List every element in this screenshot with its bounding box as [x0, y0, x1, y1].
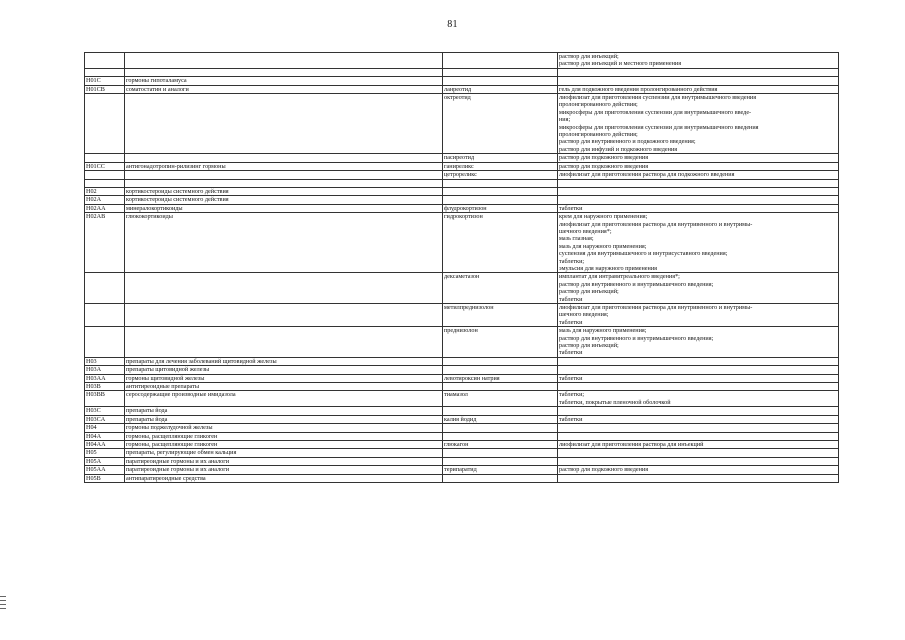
- table-row: [85, 213, 839, 273]
- drug-name-cell: калия йодид: [443, 415, 558, 423]
- drug-name-cell: [443, 196, 558, 204]
- drug-name-cell: [443, 457, 558, 465]
- group-name-cell: [125, 327, 443, 358]
- group-name-cell: гормоны гипоталамуса: [125, 77, 443, 85]
- dosage-form-line: лиофилизат для приготовления раствора для внутривенного и внутримы-: [559, 220, 753, 228]
- drug-name-cell: ланреотид: [443, 85, 558, 93]
- dosage-forms-cell: [558, 187, 839, 195]
- drug-name-cell: терипаратид: [443, 466, 558, 474]
- dosage-form-line: [559, 407, 837, 414]
- table-row: [85, 366, 839, 374]
- drug-name-cell: цетрореликс: [443, 171, 558, 179]
- table-row: [85, 179, 839, 187]
- table-row: [85, 77, 839, 85]
- dosage-form-line: раствор для внутривенного и внутримышечного введения;: [559, 280, 714, 288]
- dosage-forms-cell: [558, 273, 839, 304]
- dosage-forms-cell: [558, 366, 839, 374]
- atc-code-cell: H02A: [85, 196, 125, 204]
- dosage-form-line: раствор для подкожного введения: [559, 154, 649, 162]
- dosage-form-line: гель для подкожного введения пролонгированного действия: [559, 85, 718, 93]
- dosage-form-line: мазь глазная;: [559, 235, 594, 243]
- table-row: [85, 440, 839, 448]
- atc-code-cell: H04AA: [85, 440, 125, 448]
- atc-code-cell: H03: [85, 357, 125, 365]
- dosage-form-line: микросферы для приготовления суспензии для внутримышечного введения: [559, 123, 759, 131]
- dosage-forms-cell: [558, 204, 839, 212]
- atc-code-cell: H03B: [85, 383, 125, 391]
- table-row: [85, 407, 839, 415]
- drug-name-cell: [443, 68, 558, 76]
- atc-code-cell: H05B: [85, 474, 125, 482]
- group-name-cell: препараты, регулирующие обмен кальция: [125, 449, 443, 457]
- dosage-form-line: микросферы для приготовления суспензии для внутримышечного введе-: [559, 108, 752, 116]
- dosage-forms-cell: [558, 171, 839, 179]
- dosage-form-line: лиофилизат для приготовления раствора для инъекций: [559, 440, 704, 448]
- dosage-form-line: лиофилизат для приготовления раствора для подкожного введения: [559, 171, 735, 179]
- group-name-cell: паратиреоидные гормоны и их аналоги: [125, 466, 443, 474]
- atc-code-cell: H04A: [85, 432, 125, 440]
- table-row: [85, 85, 839, 93]
- atc-code-cell: H03CA: [85, 415, 125, 423]
- dosage-forms-cell: [558, 213, 839, 273]
- table-row: [85, 391, 839, 407]
- atc-code-cell: [85, 273, 125, 304]
- dosage-form-line: раствор для подкожного введения: [559, 466, 649, 474]
- drug-name-cell: октреотид: [443, 94, 558, 154]
- dosage-form-line: таблетки: [559, 415, 583, 423]
- atc-code-cell: H01CB: [85, 85, 125, 93]
- drug-name-cell: [443, 424, 558, 432]
- group-name-cell: [125, 154, 443, 162]
- dosage-form-line: таблетки;: [559, 391, 585, 399]
- dosage-form-line: [559, 433, 837, 440]
- dosage-form-line: шечного введения;: [559, 311, 609, 319]
- group-name-cell: гормоны щитовидной железы: [125, 374, 443, 382]
- dosage-form-line: таблетки;: [559, 257, 585, 265]
- dosage-forms-cell: [558, 391, 839, 407]
- group-name-cell: [125, 304, 443, 327]
- table-row: [85, 53, 839, 69]
- dosage-forms-cell: [558, 77, 839, 85]
- dosage-forms-cell: [558, 474, 839, 482]
- dosage-form-line: эмульсия для наружного применения: [559, 264, 658, 272]
- drug-name-cell: [443, 383, 558, 391]
- dosage-forms-cell: [558, 374, 839, 382]
- dosage-form-line: [559, 77, 837, 84]
- table-row: [85, 154, 839, 162]
- atc-code-cell: H02AA: [85, 204, 125, 212]
- table-row: [85, 171, 839, 179]
- dosage-form-line: [559, 475, 837, 482]
- group-name-cell: кортикостероиды системного действия: [125, 196, 443, 204]
- atc-code-cell: H03AA: [85, 374, 125, 382]
- table-row: [85, 327, 839, 358]
- table-row: [85, 374, 839, 382]
- dosage-forms-cell: [558, 424, 839, 432]
- dosage-forms-cell: [558, 154, 839, 162]
- table-row: [85, 162, 839, 170]
- group-name-cell: гормоны поджелудочной железы: [125, 424, 443, 432]
- dosage-form-line: [559, 424, 837, 431]
- dosage-form-line: крем для наружного применения;: [559, 213, 648, 221]
- atc-code-cell: H05A: [85, 457, 125, 465]
- drug-table: [84, 52, 839, 483]
- drug-name-cell: [443, 179, 558, 187]
- dosage-form-line: мазь для наружного применения;: [559, 327, 647, 335]
- table-row: [85, 474, 839, 482]
- atc-code-cell: [85, 68, 125, 76]
- group-name-cell: соматостатин и аналоги: [125, 85, 443, 93]
- group-name-cell: [125, 53, 443, 69]
- drug-name-cell: дексаметазон: [443, 273, 558, 304]
- dosage-form-line: шечного введения*;: [559, 227, 612, 235]
- drug-name-cell: [443, 474, 558, 482]
- group-name-cell: препараты йода: [125, 407, 443, 415]
- table-row: [85, 383, 839, 391]
- group-name-cell: антигонадотропин-рилизинг гормоны: [125, 162, 443, 170]
- group-name-cell: кортикостероиды системного действия: [125, 187, 443, 195]
- dosage-form-line: таблетки: [559, 295, 583, 303]
- drug-name-cell: левотироксин натрия: [443, 374, 558, 382]
- atc-code-cell: H03BB: [85, 391, 125, 407]
- table-row: [85, 424, 839, 432]
- drug-name-cell: [443, 366, 558, 374]
- atc-code-cell: [85, 154, 125, 162]
- dosage-form-line: ния;: [559, 116, 571, 124]
- dosage-forms-cell: [558, 440, 839, 448]
- atc-code-cell: H03C: [85, 407, 125, 415]
- dosage-form-line: [559, 449, 837, 456]
- dosage-forms-cell: [558, 179, 839, 187]
- dosage-form-line: таблетки: [559, 318, 583, 326]
- table-row: [85, 273, 839, 304]
- dosage-forms-cell: [558, 466, 839, 474]
- drug-name-cell: флудрокортизон: [443, 204, 558, 212]
- table-row: [85, 357, 839, 365]
- dosage-form-line: мазь для наружного применения;: [559, 242, 647, 250]
- atc-code-cell: H05AA: [85, 466, 125, 474]
- dosage-forms-cell: [558, 85, 839, 93]
- dosage-forms-cell: [558, 457, 839, 465]
- dosage-forms-cell: [558, 196, 839, 204]
- table-row: [85, 466, 839, 474]
- dosage-form-line: [559, 196, 837, 203]
- dosage-form-line: таблетки: [559, 204, 583, 212]
- dosage-form-line: раствор для инъекций;: [559, 342, 619, 350]
- table-row: [85, 204, 839, 212]
- table-row: [85, 449, 839, 457]
- dosage-form-line: таблетки, покрытые пленочной оболочкой: [559, 398, 671, 406]
- group-name-cell: глюкокортикоиды: [125, 213, 443, 273]
- dosage-form-line: [559, 383, 837, 390]
- dosage-forms-cell: [558, 304, 839, 327]
- table-row: [85, 432, 839, 440]
- table-row: [85, 94, 839, 154]
- group-name-cell: антитиреоидные препараты: [125, 383, 443, 391]
- atc-code-cell: H01CC: [85, 162, 125, 170]
- atc-code-cell: H03A: [85, 366, 125, 374]
- dosage-forms-cell: [558, 407, 839, 415]
- drug-name-cell: [443, 77, 558, 85]
- atc-code-cell: [85, 179, 125, 187]
- group-name-cell: минералокортикоиды: [125, 204, 443, 212]
- dosage-forms-cell: [558, 162, 839, 170]
- atc-code-cell: H02AB: [85, 213, 125, 273]
- dosage-form-line: [559, 366, 837, 373]
- page-number: 81: [447, 19, 458, 30]
- drug-name-cell: [443, 432, 558, 440]
- drug-name-cell: тиамазол: [443, 391, 558, 407]
- dosage-form-line: [559, 180, 837, 187]
- group-name-cell: паратиреоидные гормоны и их аналоги: [125, 457, 443, 465]
- dosage-form-line: лиофилизат для приготовления раствора для внутривенного и внутримы-: [559, 304, 753, 311]
- table-row: [85, 196, 839, 204]
- atc-code-cell: [85, 94, 125, 154]
- group-name-cell: гормоны, расщепляющие гликоген: [125, 432, 443, 440]
- dosage-form-line: пролонгированного действия;: [559, 131, 638, 139]
- dosage-form-line: раствор для инъекций;: [559, 53, 619, 60]
- dosage-forms-cell: [558, 383, 839, 391]
- group-name-cell: препараты йода: [125, 415, 443, 423]
- drug-name-cell: [443, 53, 558, 69]
- atc-code-cell: H05: [85, 449, 125, 457]
- group-name-cell: препараты для лечения заболеваний щитовидной железы: [125, 357, 443, 365]
- group-name-cell: [125, 171, 443, 179]
- drug-name-cell: гидрокортизон: [443, 213, 558, 273]
- table-row: [85, 415, 839, 423]
- table-row: [85, 68, 839, 76]
- table-row: [85, 457, 839, 465]
- atc-code-cell: H02: [85, 187, 125, 195]
- dosage-form-line: раствор для инфузий и подкожного введения: [559, 145, 678, 153]
- dosage-form-line: пролонгированного действия;: [559, 101, 638, 109]
- group-name-cell: [125, 94, 443, 154]
- table-row: [85, 304, 839, 327]
- dosage-form-line: [559, 188, 837, 195]
- dosage-form-line: раствор для инъекций;: [559, 288, 619, 296]
- atc-code-cell: H04: [85, 424, 125, 432]
- dosage-forms-cell: [558, 68, 839, 76]
- group-name-cell: серосодержащие производные имидазола: [125, 391, 443, 407]
- group-name-cell: гормоны, расщепляющие гликоген: [125, 440, 443, 448]
- scan-edge-marks: [0, 596, 8, 626]
- drug-name-cell: метилпреднизолон: [443, 304, 558, 327]
- table-row: [85, 187, 839, 195]
- dosage-form-line: раствор для внутривенного и подкожного введения;: [559, 138, 696, 146]
- dosage-form-line: раствор для инъекций и местного применения: [559, 60, 682, 68]
- drug-name-cell: [443, 357, 558, 365]
- dosage-forms-cell: [558, 449, 839, 457]
- dosage-form-line: [559, 69, 837, 76]
- group-name-cell: антипаратиреоидные средства: [125, 474, 443, 482]
- drug-name-cell: пасиреотид: [443, 154, 558, 162]
- dosage-form-line: лиофилизат для приготовления суспензии для внутримышечного введения: [559, 94, 757, 102]
- dosage-form-line: [559, 458, 837, 465]
- group-name-cell: [125, 68, 443, 76]
- dosage-forms-cell: [558, 53, 839, 69]
- drug-name-cell: [443, 187, 558, 195]
- group-name-cell: [125, 179, 443, 187]
- atc-code-cell: [85, 53, 125, 69]
- drug-name-cell: преднизолон: [443, 327, 558, 358]
- dosage-form-line: раствор для внутривенного и внутримышечного введения;: [559, 334, 714, 342]
- drug-table-body: [85, 53, 839, 483]
- atc-code-cell: H01C: [85, 77, 125, 85]
- dosage-forms-cell: [558, 415, 839, 423]
- dosage-forms-cell: [558, 94, 839, 154]
- dosage-form-line: имплантат для интравитреального введения*;: [559, 273, 680, 281]
- dosage-form-line: [559, 358, 837, 365]
- atc-code-cell: [85, 304, 125, 327]
- dosage-form-line: суспензия для внутримышечного и внутрисуставного введения;: [559, 250, 728, 258]
- dosage-form-line: раствор для подкожного введения: [559, 162, 649, 170]
- dosage-form-line: таблетки: [559, 374, 583, 382]
- dosage-forms-cell: [558, 432, 839, 440]
- drug-name-cell: глюкагон: [443, 440, 558, 448]
- group-name-cell: [125, 273, 443, 304]
- drug-name-cell: ганиреликс: [443, 162, 558, 170]
- dosage-form-line: таблетки: [559, 349, 583, 357]
- drug-name-cell: [443, 449, 558, 457]
- dosage-forms-cell: [558, 357, 839, 365]
- atc-code-cell: [85, 171, 125, 179]
- group-name-cell: препараты щитовидной железы: [125, 366, 443, 374]
- atc-code-cell: [85, 327, 125, 358]
- drug-name-cell: [443, 407, 558, 415]
- dosage-forms-cell: [558, 327, 839, 358]
